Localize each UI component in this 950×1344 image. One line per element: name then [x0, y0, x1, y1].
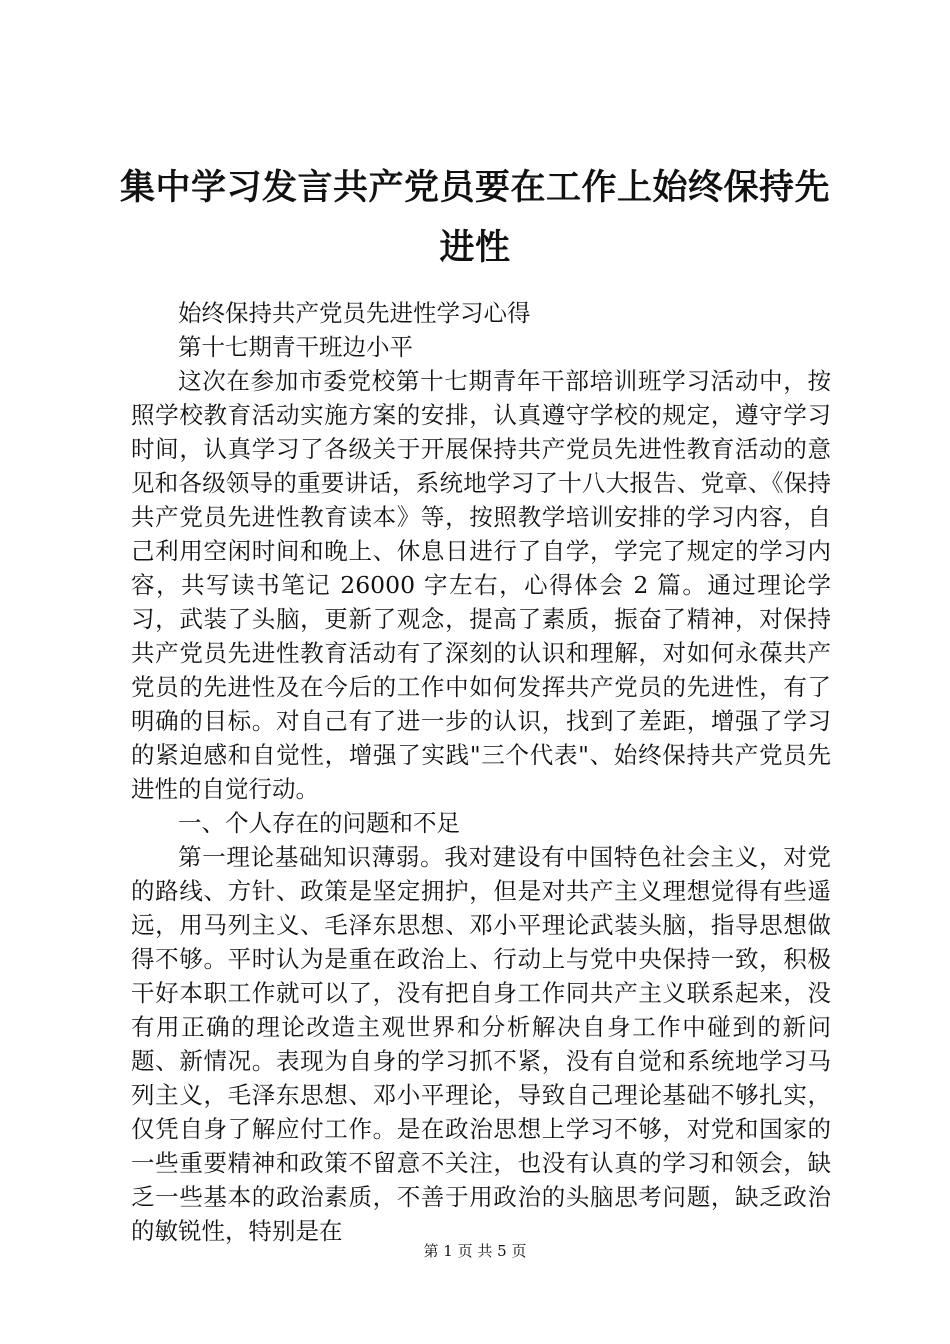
body-paragraph: 第一理论基础知识薄弱。我对建设有中国特色社会主义，对党的路线、方针、政策是坚定拥护，但是对共产主义理想觉得有些遥远，用马列主义、毛泽东思想、邓小平理论武装头脑，指导思想做得不够。平时认为是重在政治上、行动上与党中央保持一致，积极干好本职工作就可以了，没有把自身工作同共产主义联系起来，没有用正确的理论改造主观世界和分析解决自身工作中碰到的新问题、新情况。表现为自身的学习抓不紧，没有自觉和系统地学习马列主义，毛泽东思想、邓小平理论，导致自己理论基础不够扎实，仅凭自身了解应付工作。是在政治思想上学习不够，对党和国家的一些重要精神和政策不留意不关注，也没有认真的学习和领会，缺乏一些基本的政治素质，不善于用政治的头脑思考问题，缺乏政治的敏锐性，特别是在 [131, 843, 831, 1245]
subtitle-line: 始终保持共产党员先进性学习心得 [178, 299, 531, 327]
body-paragraph: 这次在参加市委党校第十七期青年干部培训班学习活动中，按照学校教育活动实施方案的安排，认真遵守学校的规定，遵守学习时间，认真学习了各级关于开展保持共产党员先进性教育活动的意见和各级领导的重要讲话，系统地学习了十八大报告、党章、《保持共产党员先进性教育读本》等，按照教学培训安排的学习内容，自己利用空闲时间和晚上、休息日进行了自学，学完了规定的学习内容，共写读书笔记 26000 字左右，心得体会 2 篇。通过理论学习，武装了头脑，更新了观念，提高了素质，振奋了精神，对保持共产党员先进性教育活动有了深刻的认识和理解，对如何永葆共产党员的先进性及在今后的工作中如何发挥共产党员的先进性，有了明确的目标。对自己有了进一步的认识，找到了差距，增强了学习的紧迫感和自觉性，增强了实践"三个代表"、始终保持共产党员先进性的自觉行动。 [131, 367, 831, 803]
section-heading: 一、个人存在的问题和不足 [178, 809, 460, 837]
page-footer: 第 1 页 共 5 页 [423, 1242, 527, 1260]
author-line: 第十七期青干班边小平 [178, 333, 413, 361]
document-title: 集中学习发言共产党员要在工作上始终保持先进性 [119, 168, 830, 268]
document-body [131, 296, 831, 1248]
